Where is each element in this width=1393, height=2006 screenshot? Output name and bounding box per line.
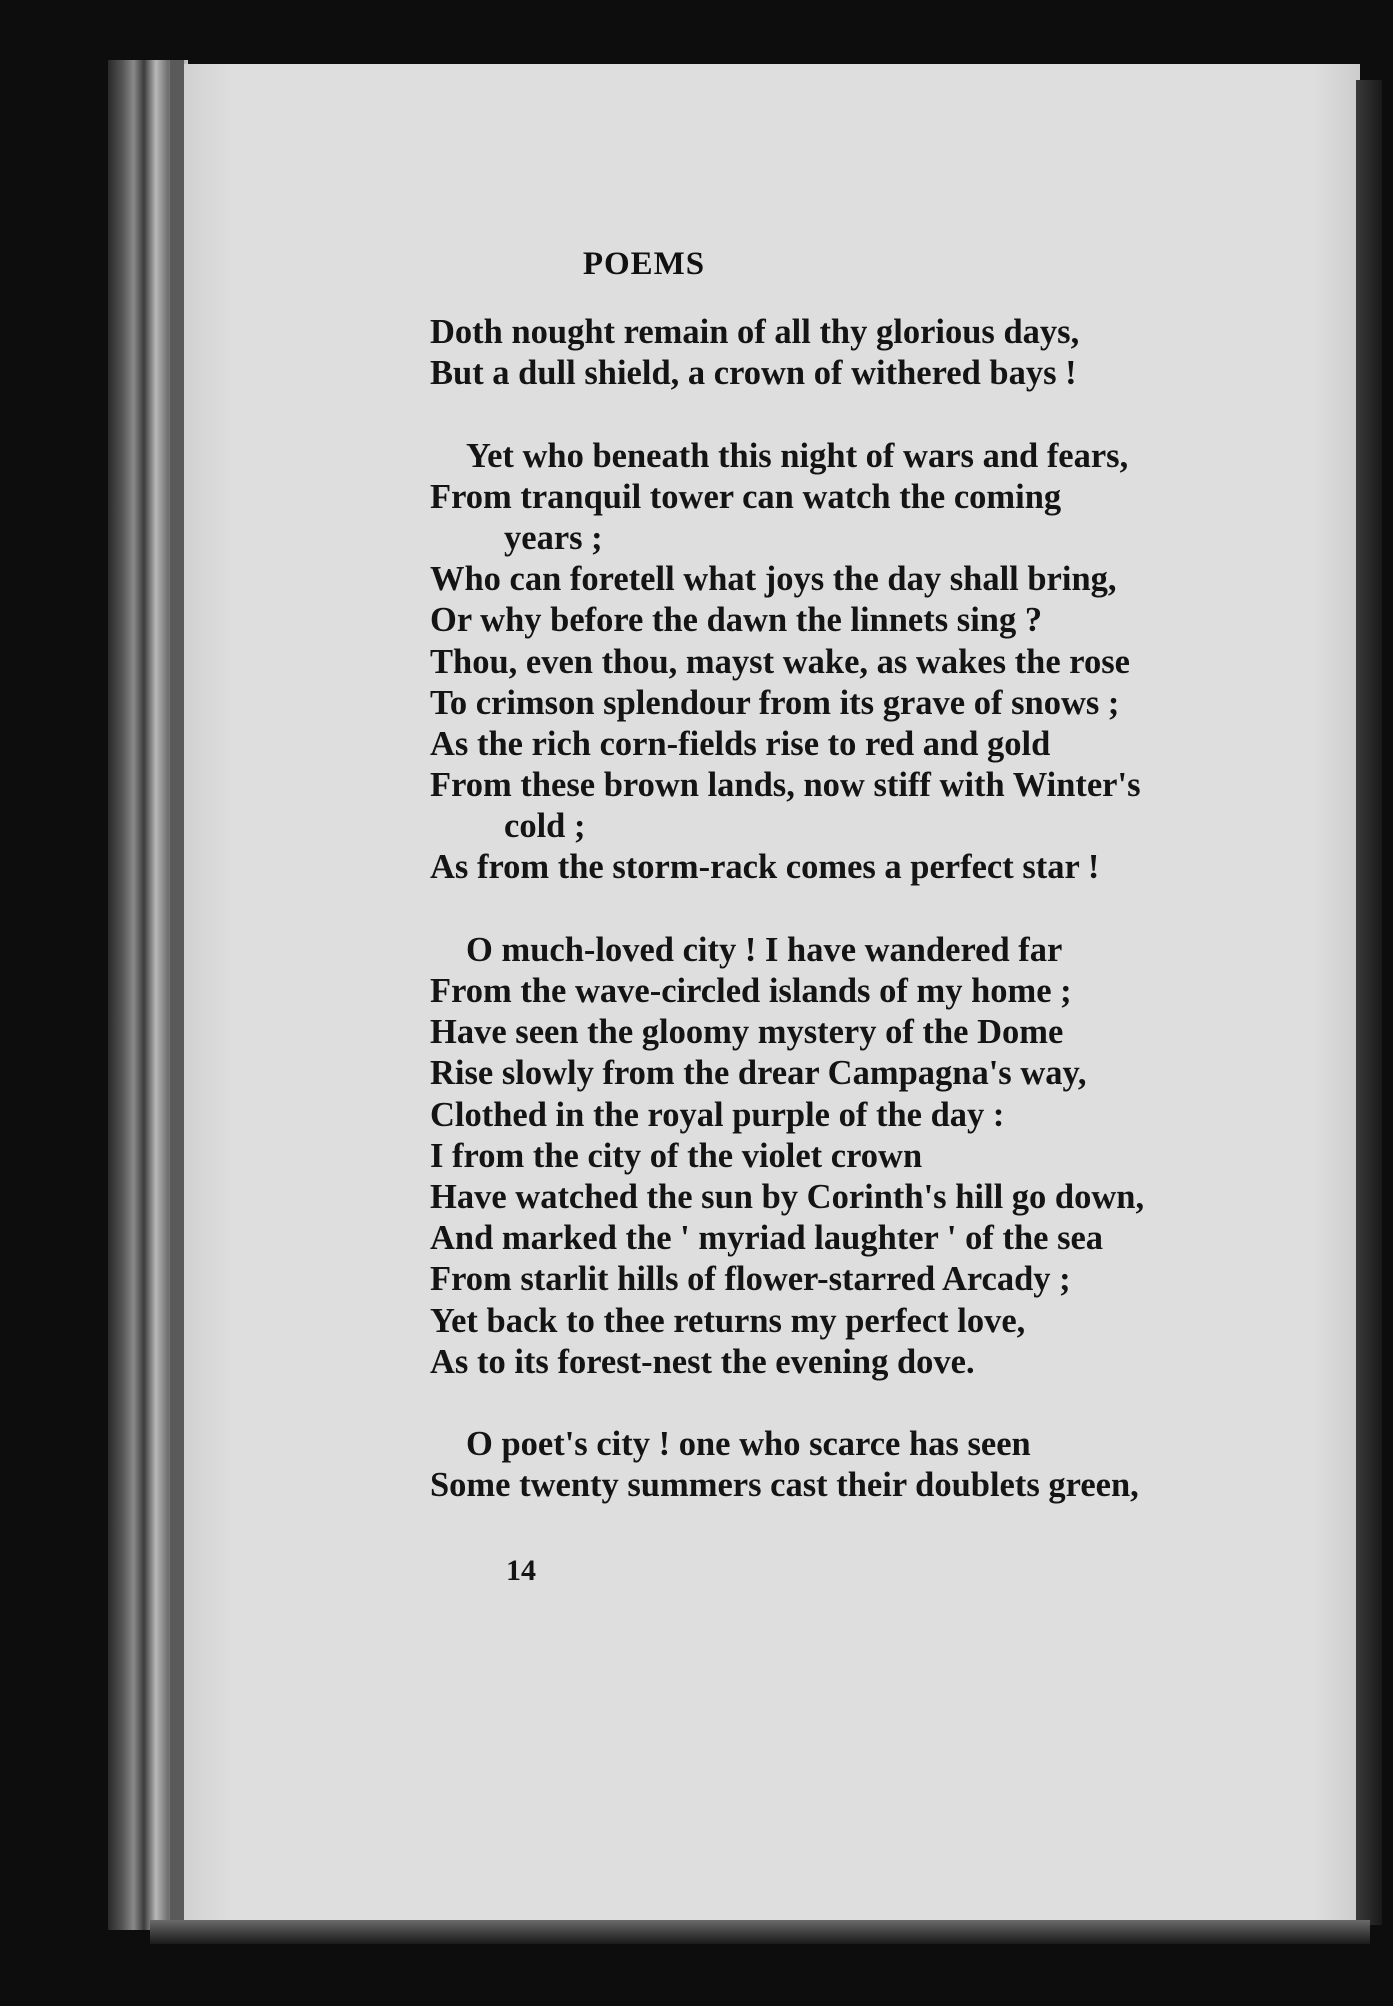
stanza-break: [430, 889, 1350, 930]
poem-line: O poet's city ! one who scarce has seen: [466, 1425, 1031, 1464]
poem-line: From starlit hills of flower-starred Arcady ;: [430, 1260, 1071, 1299]
poem-line: Yet who beneath this night of wars and fears,: [466, 436, 1129, 475]
poem-line: And marked the ' myriad laughter ' of the sea: [430, 1219, 1104, 1258]
poem-line: Rise slowly from the drear Campagna's way,: [430, 1054, 1087, 1093]
poem-line: But a dull shield, a crown of withered bays !: [430, 354, 1077, 393]
poem-line: years ;: [504, 518, 603, 557]
poem-line: From the wave-circled islands of my home ;: [430, 972, 1072, 1010]
poem-line: As from the storm-rack comes a perfect star !: [430, 848, 1100, 887]
page-number: 14: [506, 1554, 536, 1587]
running-head: POEMS: [582, 246, 706, 282]
page-bottom-edge: [150, 1920, 1370, 1944]
poem-line: Have watched the sun by Corinth's hill go down,: [430, 1177, 1145, 1216]
poem-line: As the rich corn-fields rise to red and gold: [430, 724, 1051, 763]
poem-line: To crimson splendour from its grave of snows ;: [430, 683, 1120, 722]
poem-line: Doth nought remain of all thy glorious days,: [430, 313, 1080, 351]
poem-line: Or why before the dawn the linnets sing ?: [430, 601, 1043, 640]
poem-line: Clothed in the royal purple of the day :: [430, 1095, 1005, 1134]
poem-text: [430, 312, 1350, 1506]
poem-line: Have seen the gloomy mystery of the Dome: [430, 1013, 1064, 1052]
poem-line: Some twenty summers cast their doublets green,: [430, 1466, 1139, 1505]
poem-line: As to its forest-nest the evening dove.: [430, 1342, 975, 1381]
poem-line: Thou, even thou, mayst wake, as wakes the rose: [430, 642, 1130, 681]
binding-edge: [170, 60, 184, 1930]
poem-line: O much-loved city ! I have wandered far: [466, 930, 1063, 969]
stanza-break: [430, 1383, 1350, 1424]
poem-line: From tranquil tower can watch the coming: [430, 477, 1062, 516]
poem-line: I from the city of the violet crown: [430, 1136, 923, 1175]
poem-line: Yet back to thee returns my perfect love,: [430, 1301, 1026, 1340]
poem-line: From these brown lands, now stiff with Winter's: [430, 766, 1141, 805]
stanza-break: [430, 394, 1350, 435]
poem-line: Who can foretell what joys the day shall bring,: [430, 560, 1117, 599]
page-right-edge: [1356, 80, 1382, 1925]
poem-line: cold ;: [504, 807, 586, 846]
